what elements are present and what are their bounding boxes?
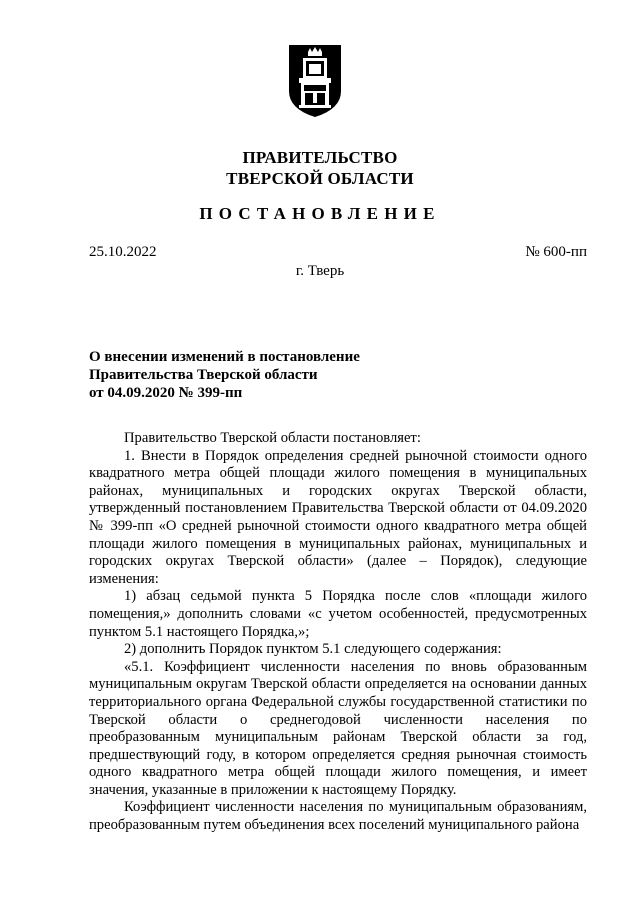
- document-body: [89, 430, 587, 835]
- document-number: № 600-пп: [525, 244, 587, 260]
- body-paragraph: «5.1. Коэффициент численности населения по вновь образованным муниципальным округам Тверской области определяется на основании данных территориального органа Федеральной службы государственной статистики по Тверской области о среднегодовой численности населения по преобразованным муниципальным районам Тверской области за год, предшествующий году, в котором определяется средняя рыночная стоимость одного квадратного метра общей площади жилого помещения, и имеет значения, указанные в приложении к настоящему Порядку.: [89, 658, 587, 798]
- subject-line: Правительства Тверской области: [89, 367, 318, 383]
- body-paragraph: Правительство Тверской области постановляет:: [124, 430, 421, 446]
- document-type-title: ПОСТАНОВЛЕНИЕ: [199, 204, 441, 223]
- document-city: г. Тверь: [295, 263, 345, 279]
- organization-title-line1: ПРАВИТЕЛЬСТВО: [242, 148, 398, 167]
- body-paragraph: Коэффициент численности населения по муниципальным образованиям, преобразованным путем объединения всех поселений муниципального района: [89, 799, 587, 834]
- document-date: 25.10.2022: [89, 244, 157, 260]
- tver-coat-of-arms-icon: [287, 43, 343, 119]
- document-subject: [89, 348, 360, 402]
- organization-title-line2: ТВЕРСКОЙ ОБЛАСТИ: [226, 169, 414, 188]
- body-paragraph: 1) абзац седьмой пункта 5 Порядка после слов «площади жилого помещения,» дополнить словами «с учетом особенностей, предусмотренных пунктом 5.1 настоящего Порядка,»;: [89, 588, 587, 640]
- subject-line: О внесении изменений в постановление: [89, 349, 360, 365]
- subject-line: от 04.09.2020 № 399-пп: [89, 385, 243, 401]
- body-paragraph: 1. Внести в Порядок определения средней рыночной стоимости одного квадратного метра общей площади жилого помещения в муниципальных районах, муниципальных и городских округах Тверской области, утвержденный постановлением Правительства Тверской области от 04.09.2020 № 399-пп «О средней рыночной стоимости одного квадратного метра общей площади жилого помещения в муниципальных районах, муниципальных и городских округах Тверской области» (далее – Порядок), следующие изменения:: [89, 447, 587, 587]
- body-paragraph: 2) дополнить Порядок пунктом 5.1 следующего содержания:: [124, 641, 502, 658]
